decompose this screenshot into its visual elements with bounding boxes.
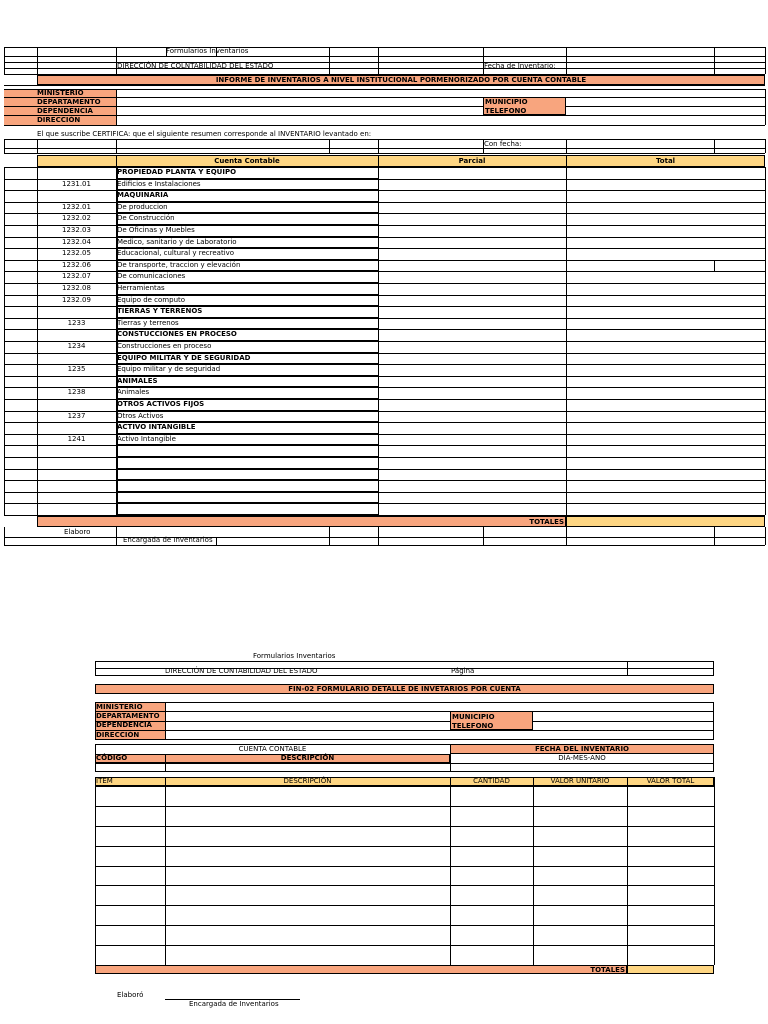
totales-value-cell — [566, 516, 765, 527]
f2-totales-value — [627, 965, 714, 974]
header-department: DIRECCIÓN DE COLNTABILIDAD DEL ESTADO — [117, 62, 274, 70]
label-ministerio: MINISTERIO — [37, 89, 84, 97]
account-description: Herramientas — [117, 284, 165, 292]
account-group-heading: ACTIVO INTANGIBLE — [117, 423, 196, 432]
label-departamento: DEPARTAMENTO — [37, 98, 101, 106]
f2-title: FIN-02 FORMULARIO DETALLE DE INVETARIOS POR CUENTA — [288, 685, 521, 693]
account-description: De produccion — [117, 202, 168, 211]
f2-municipio-telefono — [450, 711, 533, 730]
account-code: 1237 — [67, 411, 86, 420]
account-group-heading: MAQUINARIA — [117, 191, 169, 200]
account-code: 1232.07 — [62, 272, 91, 281]
label-direccion: DIRECCIÓN — [37, 116, 81, 124]
f2-cuenta-contable: CUENTA CONTABLE — [238, 745, 307, 753]
account-code: 1232.03 — [62, 226, 91, 234]
fecha-inventario-label: Fecha de Inventario; — [484, 62, 556, 70]
account-description: Edificios e Instalaciones — [117, 179, 201, 188]
account-description: Construcciones en proceso — [117, 342, 212, 350]
label-dependencia: DEPENDENCIA — [37, 107, 93, 115]
account-description: Medico, sanitario y de Laboratorio — [117, 237, 237, 246]
f2-encargada-label: Encargada de Inventarios — [189, 1000, 279, 1008]
account-description: Tierras y terrenos — [117, 318, 179, 327]
account-description: Equipo de computo — [117, 295, 186, 304]
account-group-heading: CONSTUCCIONES EN PROCESO — [117, 330, 237, 339]
f2-label-departamento: DEPARTAMENTO — [96, 712, 160, 720]
account-code: 1232.02 — [62, 214, 91, 223]
f2-label-ministerio: MINISTERIO — [96, 703, 143, 711]
f2-pagina-label: Página — [451, 667, 475, 675]
account-code: 1235 — [67, 365, 86, 374]
account-group-heading: EQUIPO MILITAR Y DE SEGURIDAD — [117, 353, 251, 362]
f2-fecha-inventario-header — [450, 744, 714, 754]
account-description: De comunicaciones — [117, 272, 186, 281]
report-title: INFORME DE INVENTARIOS A NIVEL INSTITUCIONAL PORMENORIZADO POR CUENTA CONTABLE — [215, 76, 587, 84]
account-group-heading: PROPIEDAD PLANTA Y EQUIPO — [117, 168, 237, 176]
account-group-heading: TIERRAS Y TERRENOS — [117, 307, 203, 316]
account-code: 1232.08 — [62, 284, 91, 292]
account-code: 1232.05 — [62, 249, 91, 258]
account-code: 1232.04 — [62, 237, 91, 246]
f2-header-forms-title: Formularios Inventarios — [253, 652, 336, 660]
f2-col-valor-total: VALOR TOTAL — [646, 777, 695, 785]
report-title-bar — [37, 75, 765, 85]
f2-elaboro-label: Elaboró — [117, 991, 144, 999]
f2-label-direccion: DIRECCIÓN — [96, 731, 140, 739]
con-fecha-label: Con fecha: — [484, 140, 522, 148]
account-description: De Construcción — [117, 214, 175, 223]
elaboro-label: Elaboro — [64, 528, 91, 536]
account-description: Activo Intangible — [117, 434, 176, 443]
account-group-heading: OTROS ACTIVOS FIJOS — [117, 400, 205, 408]
totales-label: TOTALES — [529, 518, 564, 526]
account-code: 1233 — [67, 318, 86, 327]
f2-title-bar — [95, 684, 714, 694]
f2-totales-label: TOTALES — [590, 966, 625, 974]
account-description: Educacional, cultural y recreativo — [117, 249, 235, 258]
f2-label-municipio: MUNICIPIO — [452, 713, 495, 721]
account-description: Equipo militar y de seguridad — [117, 365, 221, 374]
f2-descripcion-header: DESCRIPCIÓN — [280, 754, 335, 762]
f2-label-dependencia: DEPENDENCIA — [96, 721, 152, 729]
account-code: 1232.01 — [62, 202, 91, 211]
account-description: Otros Activos — [117, 411, 164, 420]
totales-bar — [37, 516, 566, 527]
col-total: Total — [655, 157, 676, 165]
header-forms-title: Formularios Inventarios — [166, 47, 249, 55]
col-cuenta-contable: Cuenta Contable — [214, 157, 280, 165]
f2-col-valor-unitario: VALOR UNITARIO — [550, 777, 610, 785]
col-parcial: Parcial — [458, 157, 486, 165]
certifica-text: El que suscribe CERTIFICA: que el siguiente resumen corresponde al INVENTARIO levantado en: — [37, 130, 372, 138]
f2-fecha-inventario: FECHA DEL INVENTARIO — [534, 745, 630, 753]
account-code: 1232.06 — [62, 260, 91, 269]
f2-dia-mes-ano: DÍA-MES-AÑO — [558, 754, 606, 762]
account-code: 1231.01 — [62, 179, 91, 188]
label-telefono: TELEFONO — [485, 107, 527, 115]
f2-col-descripcion: DESCRIPCIÓN — [283, 777, 332, 785]
encargada-label: Encargada de Inventarios — [123, 536, 213, 544]
account-code: 1241 — [67, 434, 86, 443]
f2-col-cantidad: CANTIDAD — [473, 777, 510, 785]
f2-label-telefono: TELEFONO — [452, 722, 494, 730]
label-municipio: MUNICIPIO — [485, 98, 528, 106]
f2-codigo: CÓDIGO — [96, 754, 128, 762]
account-group-heading: ANIMALES — [117, 376, 158, 385]
account-code: 1238 — [67, 388, 86, 397]
account-code: 1234 — [67, 342, 86, 350]
f2-col-item: ITEM — [96, 777, 113, 785]
account-code: 1232.09 — [62, 295, 91, 304]
account-description: De Oficinas y Muebles — [117, 226, 195, 234]
municipio-telefono-labels — [483, 97, 566, 115]
account-description: Animales — [117, 388, 150, 397]
f2-totales-bar — [95, 965, 627, 974]
f2-header-department: DIRECCIÓN DE CONTABILIDAD DEL ESTADO — [165, 667, 318, 675]
account-description: De transporte, traccion y elevación — [117, 260, 241, 269]
